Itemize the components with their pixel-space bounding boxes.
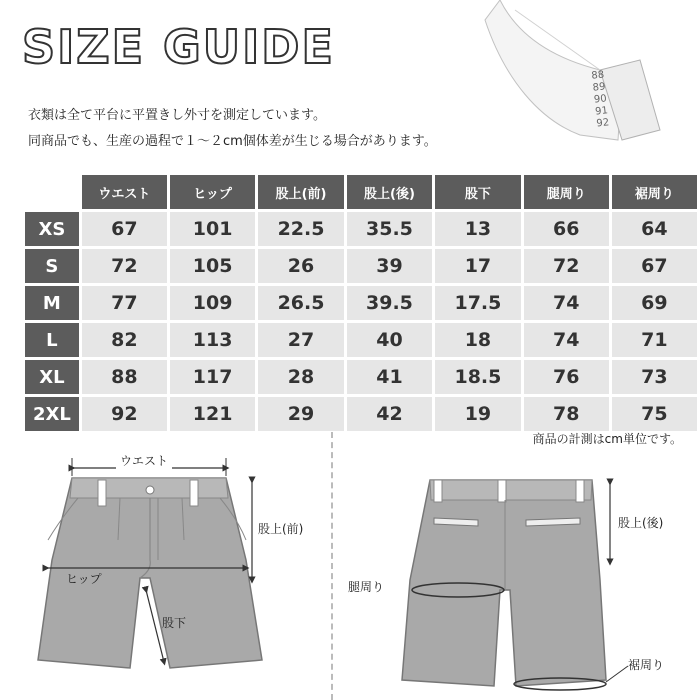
table-cell: 42 bbox=[347, 397, 432, 431]
col-header: 股上(後) bbox=[347, 175, 432, 209]
unit-note: 商品の計測はcm単位です。 bbox=[532, 432, 682, 446]
label-hem: 裾周り bbox=[628, 658, 665, 672]
table-cell: 76 bbox=[524, 360, 609, 394]
table-cell: 18 bbox=[435, 323, 520, 357]
size-label: L bbox=[25, 323, 79, 357]
col-header: 股下 bbox=[435, 175, 520, 209]
table-cell: 105 bbox=[170, 249, 255, 283]
label-inseam: 股下 bbox=[162, 616, 187, 630]
table-cell: 73 bbox=[612, 360, 697, 394]
table-cell: 39 bbox=[347, 249, 432, 283]
table-cell: 66 bbox=[524, 212, 609, 246]
table-cell: 75 bbox=[612, 397, 697, 431]
table-cell: 13 bbox=[435, 212, 520, 246]
col-header: 裾周り bbox=[612, 175, 697, 209]
table-cell: 28 bbox=[258, 360, 343, 394]
col-header: ウエスト bbox=[82, 175, 167, 209]
table-cell: 26 bbox=[258, 249, 343, 283]
table-cell: 101 bbox=[170, 212, 255, 246]
table-cell: 74 bbox=[524, 286, 609, 320]
tape-number: 90 bbox=[593, 93, 608, 106]
table-cell: 72 bbox=[82, 249, 167, 283]
size-label: XL bbox=[25, 360, 79, 394]
table-cell: 78 bbox=[524, 397, 609, 431]
note-measure-method: 衣類は全て平台に平置きし外寸を測定しています。 bbox=[28, 108, 326, 123]
size-label: XS bbox=[25, 212, 79, 246]
table-cell: 35.5 bbox=[347, 212, 432, 246]
size-label: S bbox=[25, 249, 79, 283]
tape-number: 88 bbox=[590, 69, 605, 82]
col-header: 腿周り bbox=[524, 175, 609, 209]
table-cell: 22.5 bbox=[258, 212, 343, 246]
label-thigh: 腿周り bbox=[348, 580, 385, 594]
table-cell: 74 bbox=[524, 323, 609, 357]
shorts-back bbox=[402, 480, 606, 686]
tape-number: 91 bbox=[594, 105, 609, 118]
table-cell: 67 bbox=[612, 249, 697, 283]
col-header: 股上(前) bbox=[258, 175, 343, 209]
label-waist: ウエスト bbox=[116, 452, 172, 469]
table-cell: 67 bbox=[82, 212, 167, 246]
table-cell: 39.5 bbox=[347, 286, 432, 320]
table-cell: 26.5 bbox=[258, 286, 343, 320]
col-header: ヒップ bbox=[170, 175, 255, 209]
table-cell: 69 bbox=[612, 286, 697, 320]
table-cell: 17 bbox=[435, 249, 520, 283]
table-cell: 71 bbox=[612, 323, 697, 357]
table-cell: 77 bbox=[82, 286, 167, 320]
table-cell: 121 bbox=[170, 397, 255, 431]
table-cell: 113 bbox=[170, 323, 255, 357]
size-label: 2XL bbox=[25, 397, 79, 431]
table-cell: 40 bbox=[347, 323, 432, 357]
table-cell: 27 bbox=[258, 323, 343, 357]
tape-number: 92 bbox=[595, 117, 610, 130]
table-cell: 18.5 bbox=[435, 360, 520, 394]
table-cell: 88 bbox=[82, 360, 167, 394]
table-cell: 92 bbox=[82, 397, 167, 431]
label-back-rise: 股上(後) bbox=[618, 516, 664, 530]
table-cell: 82 bbox=[82, 323, 167, 357]
table-cell: 19 bbox=[435, 397, 520, 431]
note-variance: 同商品でも、生産の過程で１～２cm個体差が生じる場合があります。 bbox=[28, 134, 437, 149]
table-cell: 72 bbox=[524, 249, 609, 283]
label-front-rise: 股上(前) bbox=[258, 522, 304, 536]
label-hip: ヒップ bbox=[66, 572, 102, 586]
page-title: SIZE GUIDE bbox=[22, 20, 335, 74]
tape-number: 89 bbox=[592, 81, 606, 94]
table-cell: 117 bbox=[170, 360, 255, 394]
table-cell: 109 bbox=[170, 286, 255, 320]
table-cell: 64 bbox=[612, 212, 697, 246]
table-cell: 41 bbox=[347, 360, 432, 394]
table-cell: 17.5 bbox=[435, 286, 520, 320]
size-label: M bbox=[25, 286, 79, 320]
table-cell: 29 bbox=[258, 397, 343, 431]
